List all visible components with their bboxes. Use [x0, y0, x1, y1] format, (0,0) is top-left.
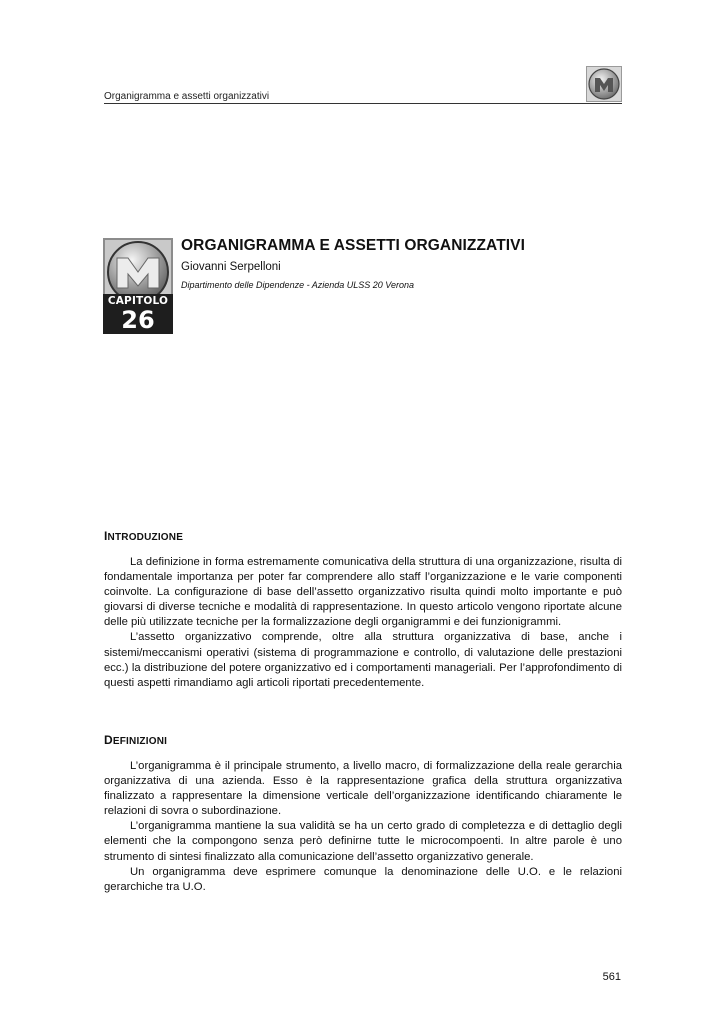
paragraph: L’organigramma mantiene la sua validità se ha un certo grado di completezza e di dettaglio degli elementi che la compongono senza però definirne tutte le microcompoenti. In altre parole è uno strumento di sintesi finalizzato alla comunicazione dell’assetto organizzativo generale. [104, 820, 622, 863]
section-heading-definizioni [104, 733, 167, 747]
section-body-introduzione [104, 555, 622, 691]
paragraph: La definizione in forma estremamente comunicativa della struttura di una organizzazione, risulta di fondamentale importanza per poter far comprendere allo staff l’organizzazione e le varie componenti coinvolte. La configurazione di base dell’assetto organizzativo risulta quindi molto importante e può giovarsi di diverse tecniche e modalità di rappresentazione. In questo articolo vengono riportate alcune delle più utilizzate tecniche per la formalizzazione degli organigrammi e dei funzionigrammi. [104, 556, 622, 629]
heading-initial: D [104, 733, 113, 747]
page-number: 561 [602, 971, 621, 983]
chapter-number: 26 [121, 306, 155, 334]
chapter-affiliation: Dipartimento delle Dipendenze - Azienda ULSS 20 Verona [181, 280, 414, 290]
running-header-title: Organigramma e assetti organizzativi [104, 91, 270, 102]
paragraph: L’organigramma è il principale strumento, a livello macro, di formalizzazione della reale gerarchia organizzativa di una azienda. Esso è la rappresentazione grafica della struttura organizzativa finalizzato a rappresentare la dimensione verticale dell’organizzazione identificando chiaramente le relazioni di sovra o subordinazione. [104, 760, 622, 818]
paragraph: L’assetto organizzativo comprende, oltre alla struttura organizzativa di base, anche i sistemi/meccanismi operativi (sistema di programmazione e controllo, di valutazione delle prestazioni ecc.) la distribuzione del potere organizzativo ed i comportamenti manageriali. Per l’approfondimento di questi aspetti rimandiamo agli articoli riportati precedentemente. [104, 631, 622, 689]
chapter-author: Giovanni Serpelloni [181, 261, 281, 273]
heading-rest: NTRODUZIONE [107, 532, 184, 543]
heading-initial: I [104, 529, 108, 543]
header-divider [104, 103, 622, 104]
chapter-badge [103, 238, 173, 334]
section-heading-introduzione [104, 529, 183, 543]
chapter-title: ORGANIGRAMMA E ASSETTI ORGANIZZATIVI [181, 237, 526, 254]
heading-rest: EFINIZIONI [112, 736, 168, 747]
chapter-label: CAPITOLO [107, 295, 169, 307]
section-body-definizioni [104, 759, 622, 895]
paragraph: Un organigramma deve esprimere comunque la denominazione delle U.O. e le relazioni gerarchiche tra U.O. [104, 865, 622, 893]
header-logo-icon [586, 66, 622, 102]
